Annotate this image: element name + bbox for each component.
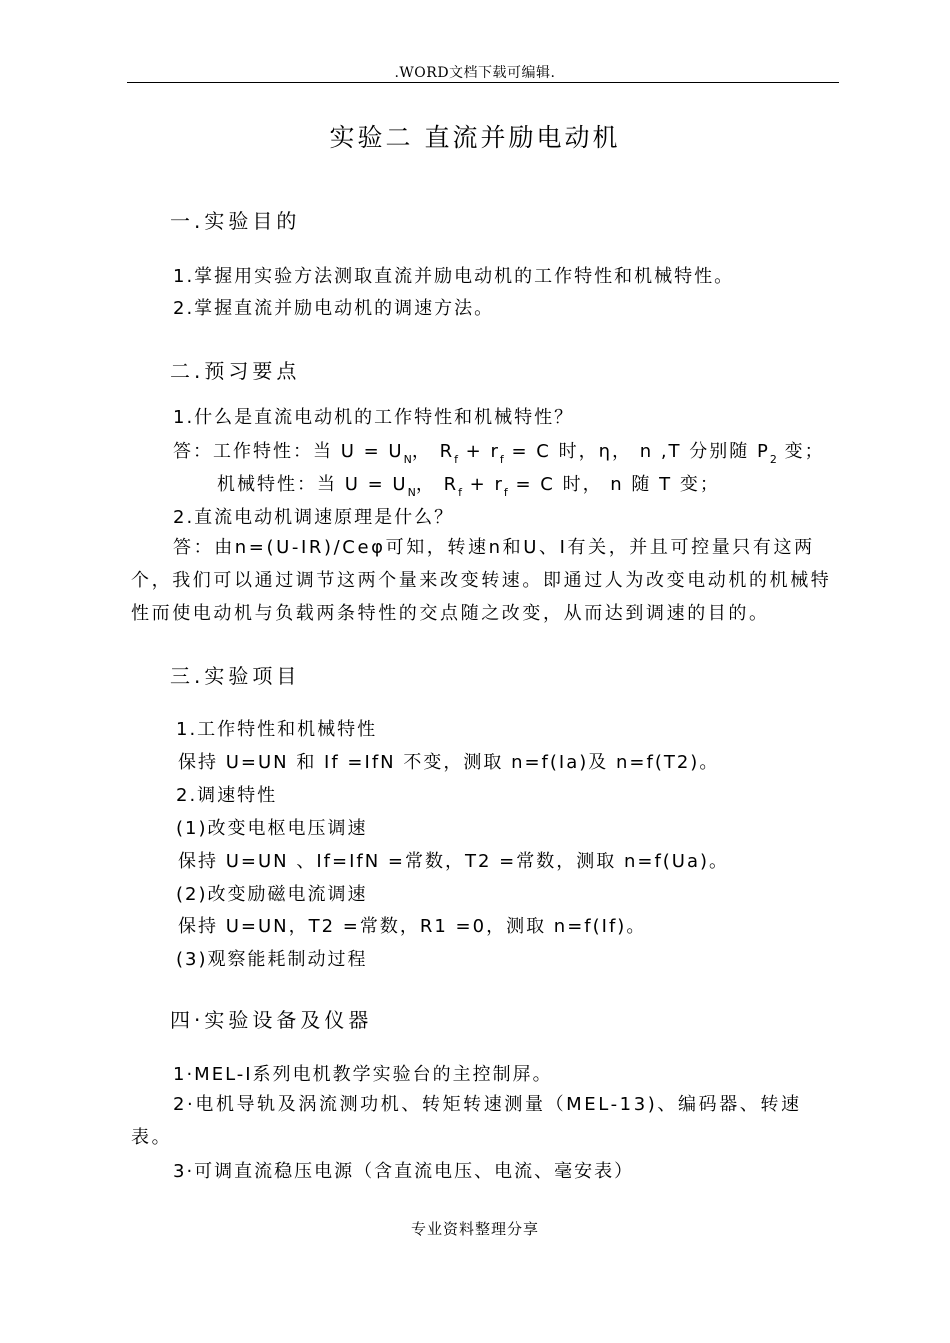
answer-text: + r: [461, 474, 504, 495]
equipment-item: 1·MEL-I系列电机教学实验台的主控制屏。: [173, 1064, 553, 1085]
header-rule: [127, 82, 839, 83]
experiment-item: 保持 U=UN 、If=IfN =常数，T2 =常数，测取 n=f(Ua)。: [178, 851, 730, 872]
document-title: 实验二 直流并励电动机: [329, 123, 621, 152]
subscript: N: [407, 486, 416, 499]
answer-text: ， R: [411, 441, 455, 462]
equipment-item: 3·可调直流稳压电源（含直流电压、电流、毫安表）: [173, 1161, 635, 1182]
answer-text: = C 时， n 随 T 变；: [507, 474, 720, 495]
equipment-item: 2·电机导轨及涡流测功机、转矩转速测量（MEL-13)、编码器、转速表。: [131, 1094, 802, 1148]
experiment-item: (2)改变励磁电流调速: [176, 884, 368, 905]
answer-1-working: [173, 437, 825, 466]
subscript: f: [458, 486, 462, 499]
experiment-item: 2.调速特性: [176, 785, 278, 806]
subscript: f: [503, 486, 508, 499]
answer-text: 变；: [776, 441, 825, 462]
experiment-item: 保持 U=UN，T2 =常数，R1 =0，测取 n=f(If)。: [178, 916, 647, 937]
section-heading-items: 三.实验项目: [170, 664, 301, 688]
subscript: f: [499, 453, 504, 466]
page-header: .WORD文档下载可编辑.: [394, 65, 556, 81]
experiment-item: (3)观察能耗制动过程: [176, 949, 368, 970]
answer-text: ， R: [415, 474, 459, 495]
subscript: f: [454, 453, 458, 466]
experiment-item: (1)改变电枢电压调速: [176, 818, 368, 839]
answer-text: = C 时，η， n ,T 分别随 P: [503, 441, 770, 462]
experiment-item: 保持 U=UN 和 If =IfN 不变，测取 n=f(Ia)及 n=f(T2)。: [178, 752, 720, 773]
answer-text: 机械特性：当 U = U: [217, 474, 408, 495]
page-footer: 专业资料整理分享: [410, 1220, 539, 1238]
answer-2-paragraph: 答：由n=(U-IR)/Ceφ可知，转速n和U、I有关，并且可控量只有这两个，我们可以通过调节这两个量来改变转速。即通过人为改变电动机的机械特性而使电动机与负载两条特性的交点随之改变，从而达到调速的目的。: [131, 537, 832, 624]
answer-text: 答：工作特性：当 U = U: [173, 441, 404, 462]
objective-item: 2.掌握直流并励电动机的调速方法。: [173, 298, 495, 319]
answer-1-mechanical: [217, 470, 720, 499]
section-heading-preview: 二.预习要点: [170, 359, 301, 383]
experiment-item: 1.工作特性和机械特性: [176, 719, 378, 740]
objective-item: 1.掌握用实验方法测取直流并励电动机的工作特性和机械特性。: [173, 266, 735, 287]
subscript: 2: [769, 453, 777, 466]
section-heading-objectives: 一.实验目的: [170, 209, 301, 233]
question-2: 2.直流电动机调速原理是什么？: [173, 507, 455, 528]
answer-text: + r: [457, 441, 500, 462]
question-1: 1.什么是直流电动机的工作特性和机械特性？: [173, 407, 575, 428]
subscript: N: [403, 453, 412, 466]
section-heading-equipment: 四·实验设备及仪器: [170, 1008, 373, 1032]
